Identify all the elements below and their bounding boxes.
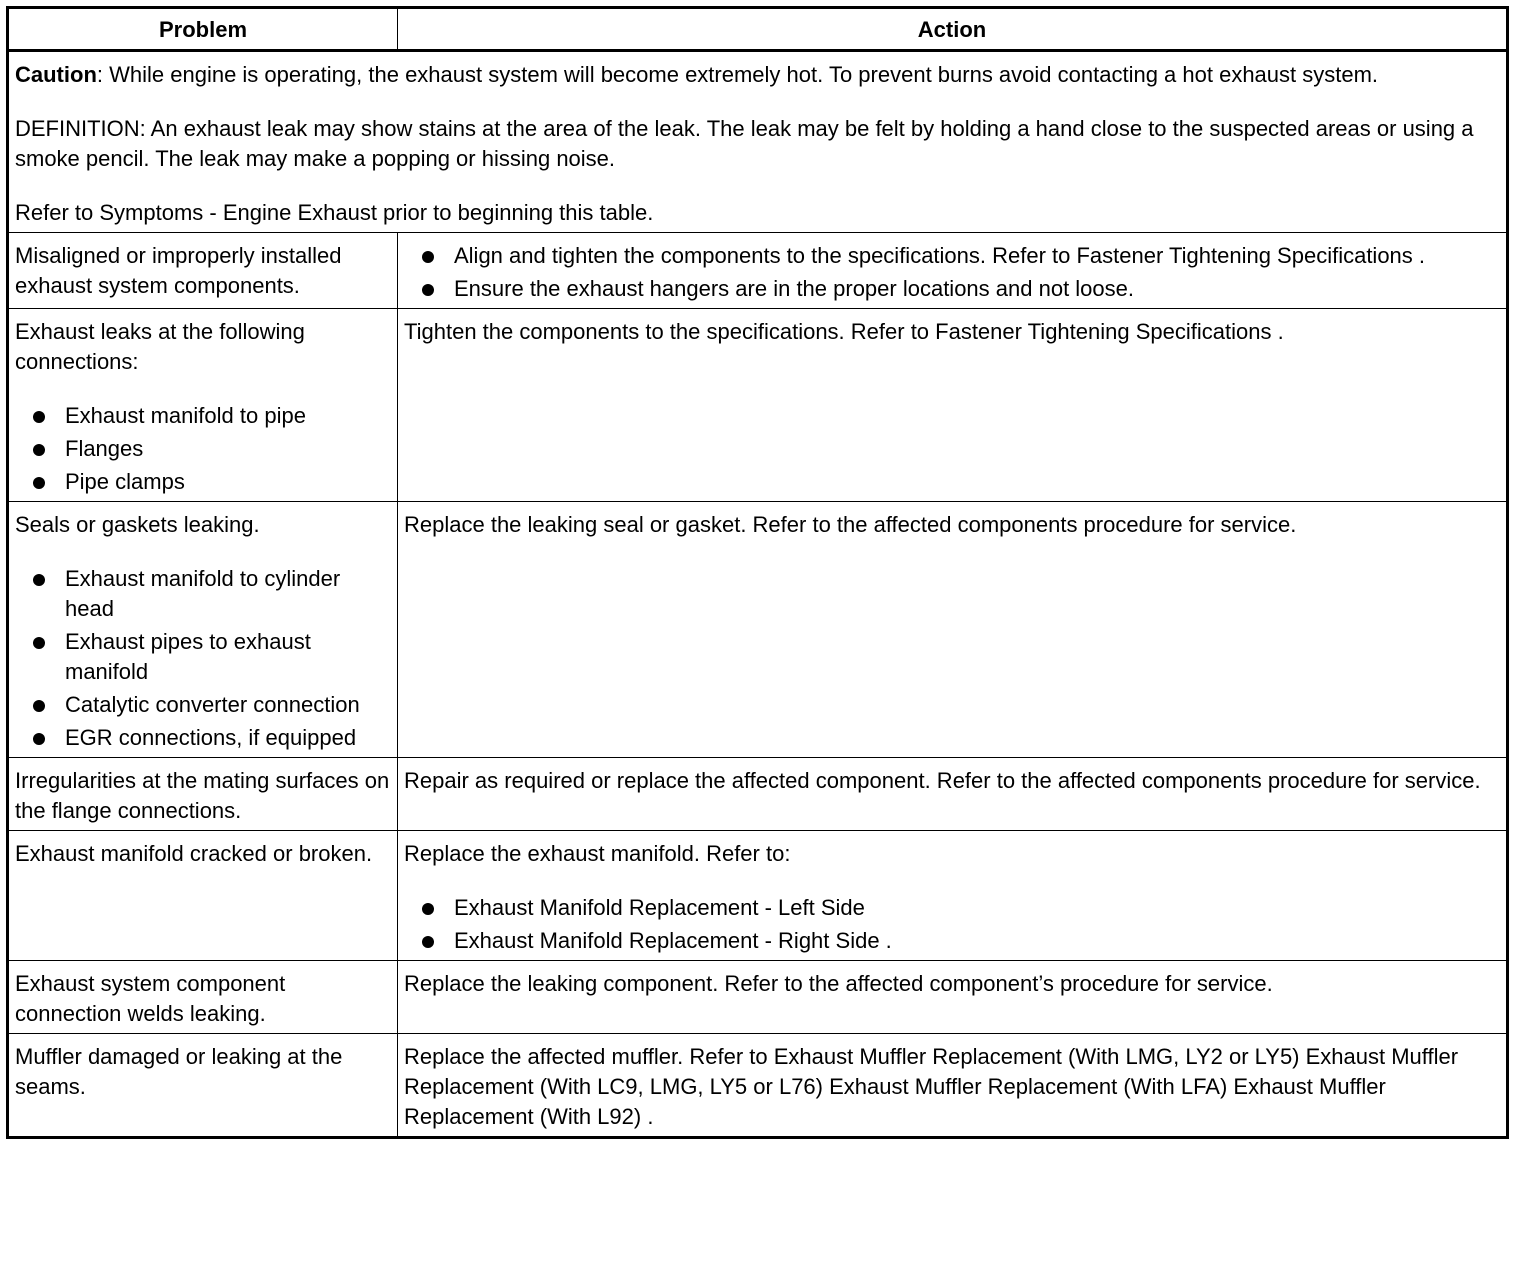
action-list <box>404 893 1500 956</box>
problem-list <box>15 401 391 497</box>
problem-text: Irregularities at the mating surfaces on the flange connections. <box>15 768 390 823</box>
caution-paragraph <box>15 60 1500 90</box>
problem-cell <box>8 309 398 502</box>
action-cell <box>398 961 1508 1034</box>
action-text: Repair as required or replace the affected component. Refer to the affected components procedure for service. <box>404 768 1481 793</box>
list-item: Flanges <box>15 434 391 464</box>
caution-text: : While engine is operating, the exhaust system will become extremely hot. To prevent burns avoid contacting a hot exhaust system. <box>96 62 1379 87</box>
list-item: Exhaust pipes to exhaust manifold <box>15 627 391 687</box>
problem-cell <box>8 961 398 1034</box>
action-cell <box>398 758 1508 831</box>
action-cell <box>398 309 1508 502</box>
definition-paragraph: DEFINITION: An exhaust leak may show stains at the area of the leak. The leak may be felt by holding a hand close to the suspected areas or using a smoke pencil. The leak may make a popping or hissing noise. <box>15 116 1474 171</box>
action-text: Replace the leaking seal or gasket. Refer to the affected components procedure for service. <box>404 512 1297 537</box>
action-text: Replace the exhaust manifold. Refer to: <box>404 841 791 866</box>
column-header-action: Action <box>398 8 1508 51</box>
action-text: Replace the affected muffler. Refer to Exhaust Muffler Replacement (With LMG, LY2 or LY5) Exhaust Muffler Replacement (With LC9, LMG, LY5 or L76) Exhaust Muffler Replacement (With LFA) Exhaust Muffler Replacement (With L92) . <box>404 1044 1459 1129</box>
refer-paragraph: Refer to Symptoms - Engine Exhaust prior to beginning this table. <box>15 200 654 225</box>
list-item: Exhaust manifold to pipe <box>15 401 391 431</box>
problem-cell <box>8 502 398 758</box>
action-cell <box>398 1034 1508 1138</box>
list-item: Exhaust manifold to cylinder head <box>15 564 391 624</box>
header-row <box>8 8 1508 51</box>
problem-text: Seals or gaskets leaking. <box>15 512 260 537</box>
table-row <box>8 758 1508 831</box>
list-item: Catalytic converter connection <box>15 690 391 720</box>
problem-cell <box>8 233 398 309</box>
action-cell <box>398 831 1508 961</box>
list-item: EGR connections, if equipped <box>15 723 391 753</box>
intro-row <box>8 51 1508 233</box>
list-item: Pipe clamps <box>15 467 391 497</box>
table-row <box>8 502 1508 758</box>
column-header-problem: Problem <box>8 8 398 51</box>
list-item: Exhaust Manifold Replacement - Right Side . <box>404 926 1500 956</box>
list-item: Align and tighten the components to the specifications. Refer to Fastener Tightening Specifications . <box>404 241 1500 271</box>
problem-text: Exhaust leaks at the following connections: <box>15 319 305 374</box>
problem-cell <box>8 831 398 961</box>
list-item: Exhaust Manifold Replacement - Left Side <box>404 893 1500 923</box>
table-row <box>8 1034 1508 1138</box>
table-row <box>8 831 1508 961</box>
action-text: Replace the leaking component. Refer to the affected component’s procedure for service. <box>404 971 1273 996</box>
table-row <box>8 309 1508 502</box>
problem-text: Misaligned or improperly installed exhaust system components. <box>15 243 342 298</box>
problem-text: Exhaust system component connection welds leaking. <box>15 971 286 1026</box>
caution-label: Caution <box>15 62 97 87</box>
problem-cell <box>8 758 398 831</box>
action-text: Tighten the components to the specifications. Refer to Fastener Tightening Specifications . <box>404 319 1284 344</box>
action-cell <box>398 233 1508 309</box>
problem-list <box>15 564 391 753</box>
diagnostic-table <box>6 6 1509 1139</box>
table-row <box>8 233 1508 309</box>
problem-text: Exhaust manifold cracked or broken. <box>15 841 373 866</box>
list-item: Ensure the exhaust hangers are in the proper locations and not loose. <box>404 274 1500 304</box>
action-list <box>404 241 1500 304</box>
problem-text: Muffler damaged or leaking at the seams. <box>15 1044 343 1099</box>
intro-cell <box>8 51 1508 233</box>
problem-cell <box>8 1034 398 1138</box>
table-row <box>8 961 1508 1034</box>
action-cell <box>398 502 1508 758</box>
